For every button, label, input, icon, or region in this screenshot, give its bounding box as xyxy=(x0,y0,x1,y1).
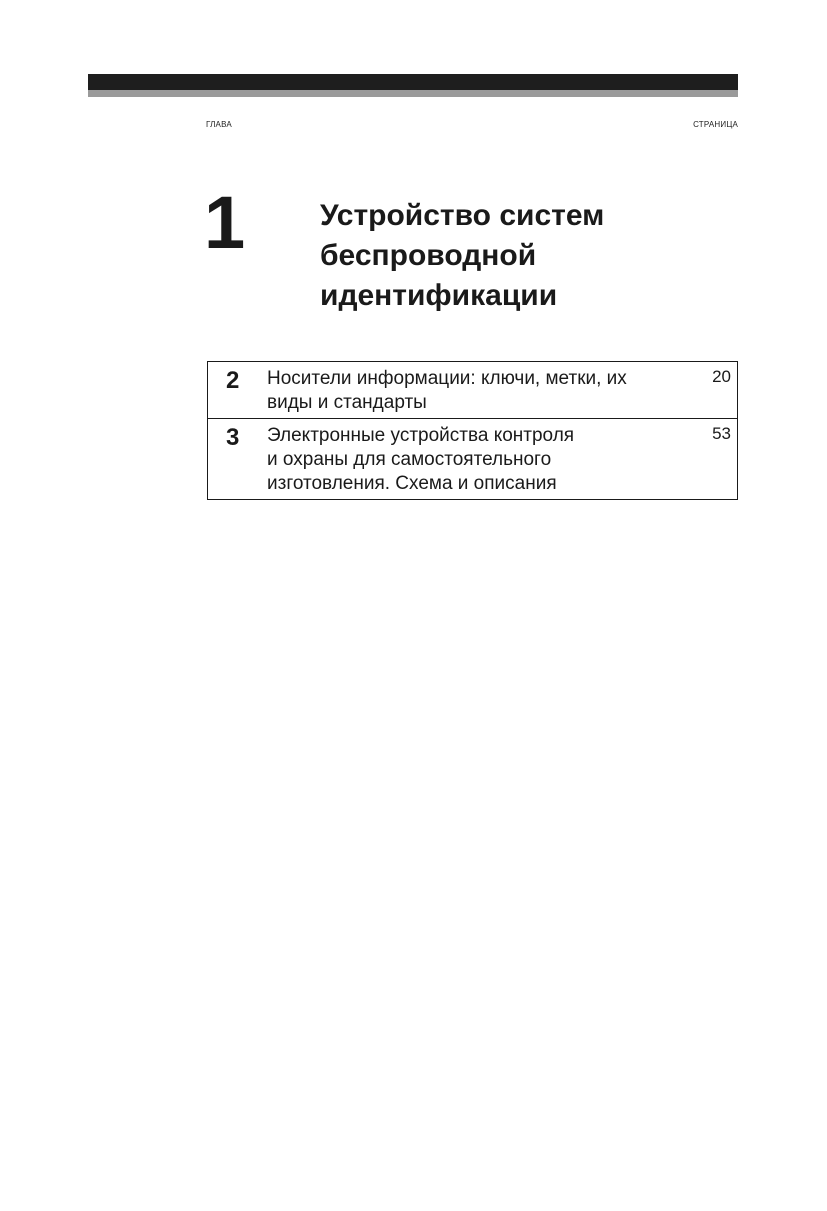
page-column-label: СТРАНИЦА xyxy=(693,120,738,129)
toc-entry-title xyxy=(267,362,687,418)
toc-entry-title-line: Носители информации: ключи, метки, их xyxy=(267,368,627,389)
toc-entry-chapter-3[interactable] xyxy=(207,418,738,500)
toc-entry-title-line: Электронные устройства контроля xyxy=(267,425,575,446)
table-of-contents xyxy=(207,361,738,500)
header-rule-dark xyxy=(88,74,738,90)
toc-entry-page: 20 xyxy=(712,367,731,386)
chapter-title-line: беспроводной xyxy=(320,239,537,272)
toc-entry-chapter-2[interactable] xyxy=(207,361,738,418)
toc-entry-title-line: виды и стандарты xyxy=(267,392,427,413)
toc-entry-title xyxy=(267,419,687,499)
toc-entry-number: 2 xyxy=(226,367,240,394)
header-rule-gray xyxy=(88,90,738,97)
chapter-number: 1 xyxy=(204,181,246,264)
chapter-title-line: Устройство систем xyxy=(320,199,605,232)
toc-entry-title-line: и охраны для самостоятельного xyxy=(267,449,552,470)
toc-entry-page: 53 xyxy=(712,424,731,443)
toc-entry-title-line: изготовления. Схема и описания xyxy=(267,473,557,494)
chapter-title xyxy=(320,196,720,316)
chapter-column-label: ГЛАВА xyxy=(206,120,232,129)
toc-entry-number: 3 xyxy=(226,424,240,451)
chapter-title-line: идентификации xyxy=(320,279,558,312)
